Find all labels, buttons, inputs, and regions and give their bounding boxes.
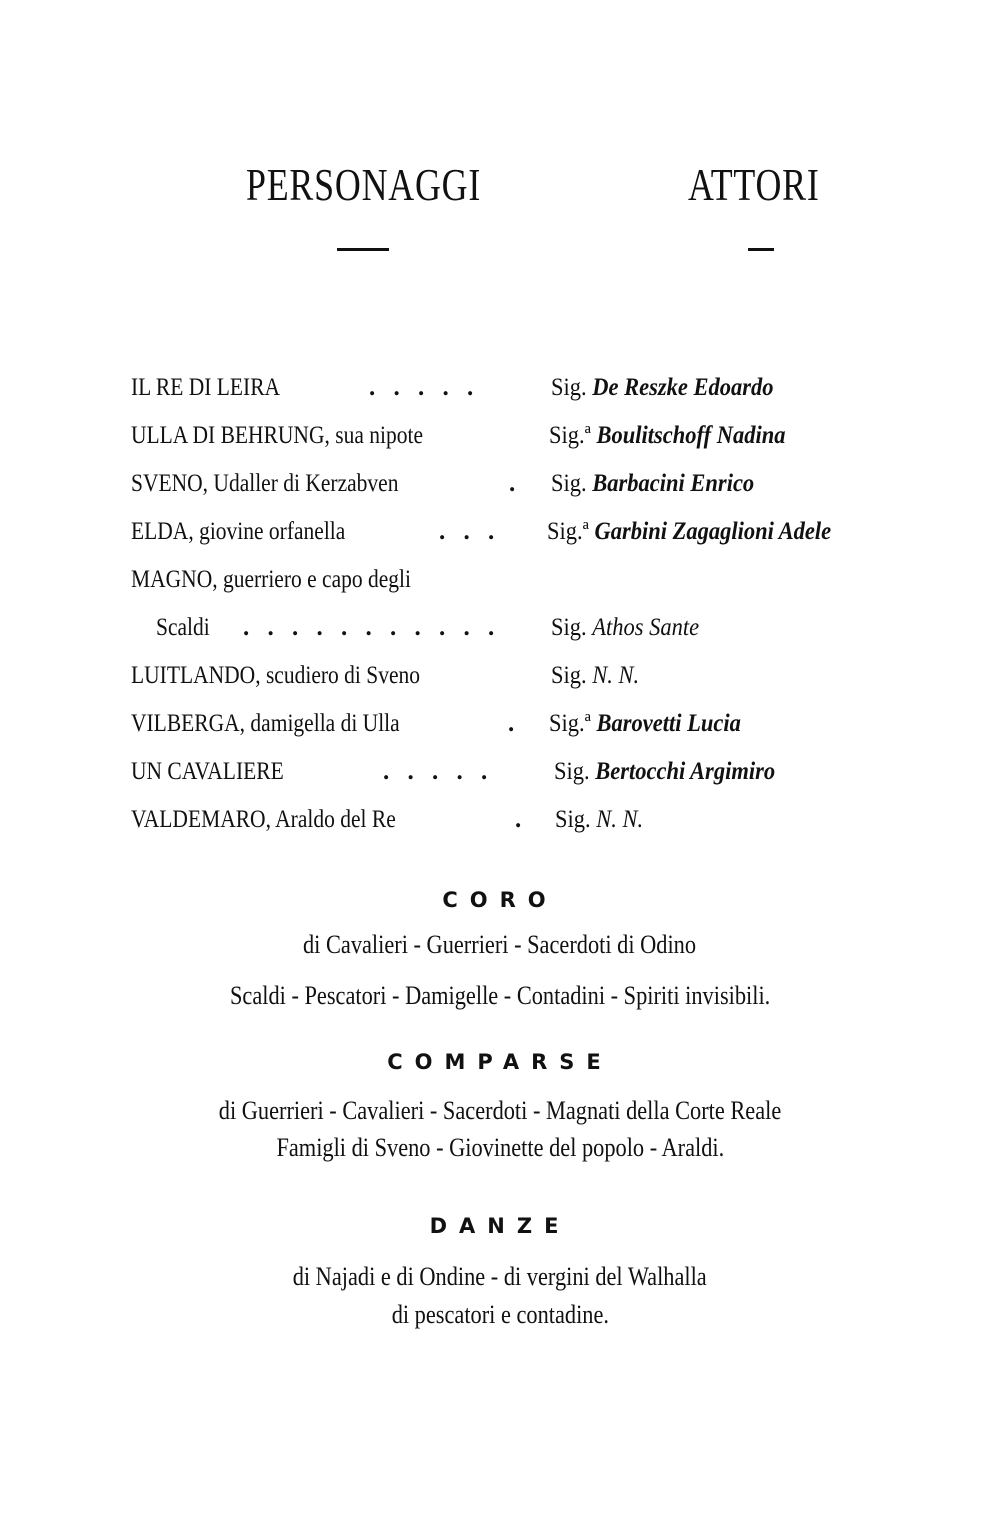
cast-dots: . . . . . [383, 758, 494, 785]
cast-role: SVENO, Udaller di Kerzabven [131, 470, 399, 497]
cast-row [131, 754, 931, 802]
cast-dots: . . . [439, 518, 501, 545]
cast-row [131, 802, 931, 850]
cast-actor: Sig. Barbacini Enrico [551, 470, 755, 497]
cast-role: VILBERGA, damigella di Ulla [131, 710, 400, 737]
cast-role: LUITLANDO, scudiero di Sveno [131, 662, 421, 689]
danze-line: di Najadi e di Ondine - di vergini del Walhalla [292, 1262, 708, 1291]
header-personaggi: PERSONAGGI [246, 159, 482, 210]
section-title-danze: DANZE [429, 1214, 571, 1238]
cast-list [131, 370, 931, 850]
danze-line: di pescatori e contadine. [391, 1300, 609, 1329]
cast-dots: . . . . . . . . . . . [243, 614, 501, 641]
cast-actor: Sig.ª Garbini Zagaglioni Adele [547, 518, 832, 545]
cast-dots: . [509, 470, 522, 497]
cast-role: IL RE DI LEIRA [131, 374, 281, 401]
cast-actor: Sig. N. N. [551, 662, 640, 689]
cast-row [131, 514, 931, 562]
cast-dots: . [508, 710, 521, 737]
cast-row [131, 418, 931, 466]
cast-actor: Sig. Athos Sante [551, 614, 700, 641]
cast-actor: Sig.ª Boulitschoff Nadina [549, 422, 786, 449]
cast-actor: Sig. Bertocchi Argimiro [554, 758, 776, 785]
comparse-line: Famigli di Sveno - Giovinette del popolo - Araldi. [276, 1133, 724, 1162]
cast-role: Scaldi [156, 614, 210, 641]
cast-actor: Sig. De Reszke Edoardo [551, 374, 774, 401]
coro-line: Scaldi - Pescatori - Damigelle - Contadini - Spiriti invisibili. [229, 981, 771, 1010]
cast-dots: . . . . . [369, 374, 480, 401]
cast-actor: Sig. N. N. [555, 806, 644, 833]
cast-row [131, 370, 931, 418]
cast-row [131, 466, 931, 514]
section-title-comparse: COMPARSE [387, 1050, 613, 1074]
header-divider-left [337, 248, 389, 251]
cast-row [131, 610, 931, 658]
cast-row [131, 658, 931, 706]
cast-role: UN CAVALIERE [131, 758, 284, 785]
cast-role: ELDA, giovine orfanella [131, 518, 346, 545]
cast-role: ULLA DI BEHRUNG, sua nipote [131, 422, 424, 449]
cast-row [131, 706, 931, 754]
coro-line: di Cavalieri - Guerrieri - Sacerdoti di Odino [303, 930, 697, 959]
header-attori: ATTORI [688, 159, 820, 210]
cast-dots: . [515, 806, 528, 833]
cast-role: VALDEMARO, Araldo del Re [131, 806, 396, 833]
header-divider-right [748, 248, 774, 251]
cast-role: MAGNO, guerriero e capo degli [131, 566, 412, 593]
cast-actor: Sig.ª Barovetti Lucia [549, 710, 741, 737]
comparse-line: di Guerrieri - Cavalieri - Sacerdoti - Magnati della Corte Reale [218, 1096, 782, 1125]
cast-row [131, 562, 931, 610]
section-title-coro: CORO [442, 888, 558, 912]
